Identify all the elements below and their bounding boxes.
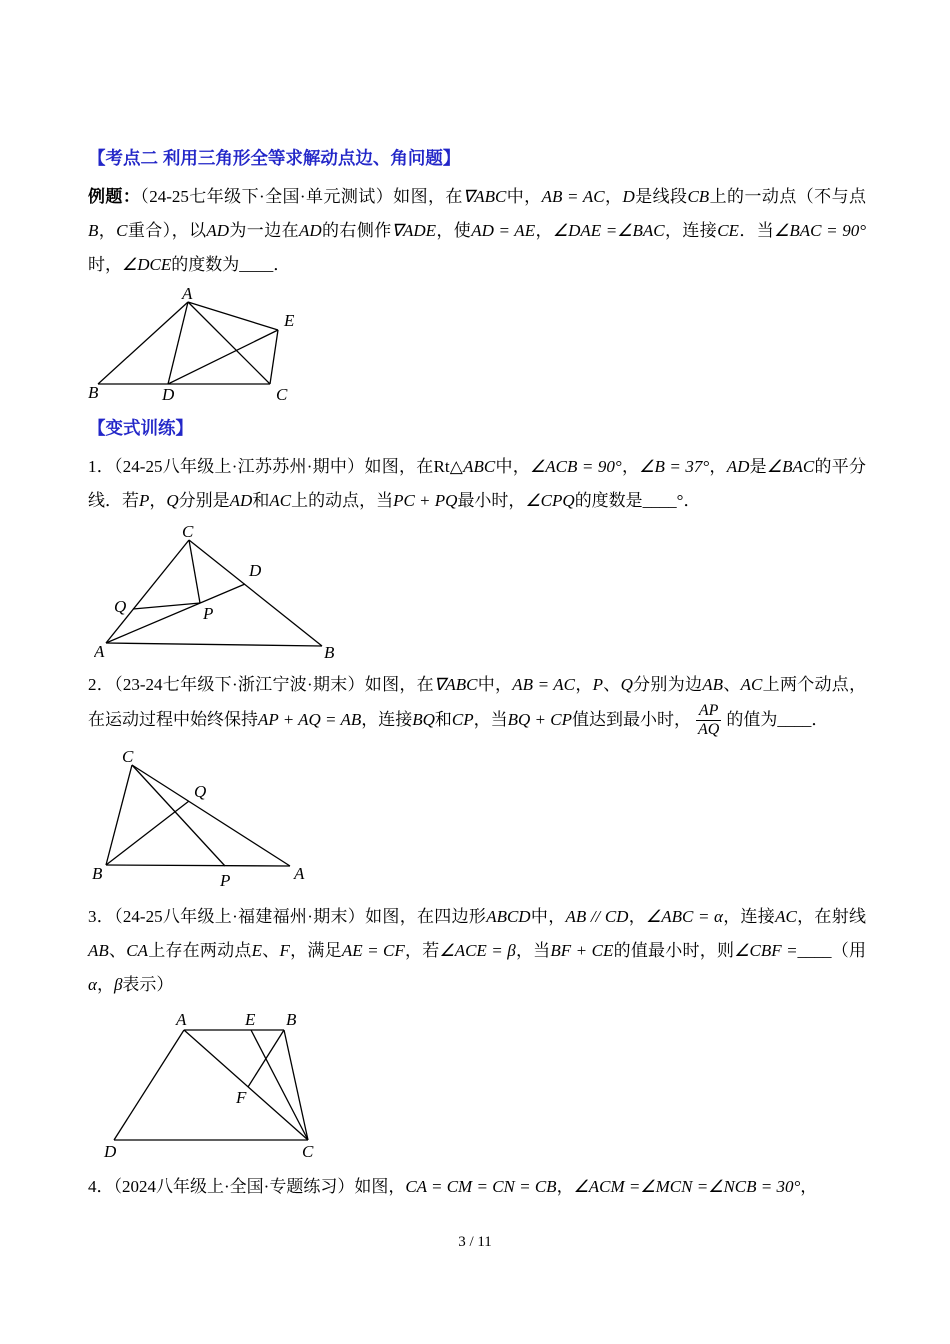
vertex-label-A: A bbox=[94, 642, 105, 660]
vertex-label-C: C bbox=[122, 749, 134, 766]
problem-2-number: 2． bbox=[88, 675, 115, 694]
line-EC bbox=[251, 1030, 308, 1140]
line-AC bbox=[106, 540, 189, 643]
vertex-label-A: A bbox=[294, 863, 305, 883]
line-PQ bbox=[133, 603, 200, 609]
page-number: 3 / 11 bbox=[458, 1234, 492, 1250]
line-AD bbox=[106, 584, 245, 643]
line-BA bbox=[98, 302, 188, 384]
line-CP bbox=[189, 540, 200, 603]
figure-lines bbox=[114, 1030, 308, 1140]
vertex-label-E: E bbox=[284, 311, 295, 330]
quadrilateral-figure bbox=[96, 1012, 331, 1164]
line-AD bbox=[168, 302, 188, 384]
line-BA bbox=[106, 865, 290, 866]
isosceles-triangle-figure bbox=[92, 750, 312, 890]
figure-example-triangle bbox=[88, 288, 866, 406]
problem-1-paragraph bbox=[88, 450, 866, 518]
vertex-label-E: E bbox=[245, 1011, 256, 1029]
vertex-label-A: A bbox=[182, 288, 193, 303]
problem-3-number: 3． bbox=[88, 906, 115, 926]
problem-4-text: （2024八年级上·全国·专题练习）如图，CA = CM = CN = CB，∠ACM =∠MCN =∠NCB = 30°， bbox=[113, 1176, 818, 1196]
figure-lines bbox=[106, 765, 290, 866]
vertex-label-B: B bbox=[92, 863, 103, 883]
line-DA bbox=[114, 1030, 184, 1140]
vertex-label-D: D bbox=[104, 1141, 117, 1161]
vertex-label-C: C bbox=[182, 526, 194, 541]
vertex-label-B: B bbox=[286, 1011, 297, 1029]
example-text: （24-25七年级下·全国·单元测试）如图，在∇ABC中，AB = AC，D是线段CB上的一动点（不与点B，C重合），以AD为一边在AD的右侧作∇ADE，使AD = AE，∠DAE =∠BAC，连接CE．当∠BAC = 90°时，∠DCE的度数为____． bbox=[88, 187, 867, 274]
problem-2-paragraph bbox=[88, 668, 866, 740]
vertex-label-F: F bbox=[236, 1087, 247, 1107]
vertex-label-C: C bbox=[276, 385, 288, 404]
vertex-label-Q: Q bbox=[194, 781, 207, 801]
vertex-label-B: B bbox=[324, 643, 335, 660]
example-paragraph bbox=[88, 180, 866, 282]
line-EC bbox=[270, 330, 278, 384]
problem-4-number: 4． bbox=[88, 1176, 114, 1196]
line-BF bbox=[248, 1030, 284, 1087]
vertex-label-P: P bbox=[203, 604, 214, 623]
example-label: 例题： bbox=[88, 187, 141, 206]
right-triangle-figure bbox=[94, 526, 339, 660]
figure-problem-2 bbox=[92, 750, 866, 890]
problem-1-text: （24-25八年级上·江苏苏州·期中）如图，在Rt△ABC中，∠ACB = 90°，∠B = 37°，AD是∠BAC的平分线．若P，Q分别是AD和AC上的动点，当PC + PQ最小时，∠CPQ的度数是____°． bbox=[88, 457, 867, 510]
line-CB bbox=[106, 765, 132, 865]
vertex-label-D: D bbox=[162, 385, 175, 404]
triangle-abcde-figure bbox=[88, 288, 320, 406]
vertex-label-A: A bbox=[176, 1011, 187, 1029]
problem-3-paragraph bbox=[88, 900, 866, 1002]
line-BQ bbox=[106, 801, 189, 865]
figure-problem-3 bbox=[96, 1012, 866, 1164]
figure-lines bbox=[106, 540, 322, 646]
line-AC bbox=[184, 1030, 308, 1140]
vertex-label-D: D bbox=[249, 561, 262, 580]
vertex-label-Q: Q bbox=[114, 597, 127, 616]
variant-training-heading: 【变式训练】 bbox=[88, 418, 193, 438]
problem-2-text: （23-24七年级下·浙江宁波·期末）如图，在∇ABC中，AB = AC，P、Q分别为边AB、AC上两个动点，在运动过程中始终保持AP + AQ = AB，连接BQ和CP，当BQ + CP值达到最小时， $\frac{AP}{AQ}$ 的值为____． bbox=[88, 675, 867, 739]
problem-1-number: 1． bbox=[88, 457, 115, 476]
problem-3-text: （24-25八年级上·福建福州·期末）如图，在四边形ABCD中，AB // CD，∠ABC = α，连接AC，在射线AB、CA上存在两动点E、F，满足AE = CF，若∠ACE = β，当BF + CE的值最小时，则∠CBF =____（用α，β表示） bbox=[88, 906, 867, 994]
figure-problem-1 bbox=[94, 526, 866, 660]
line-BC bbox=[284, 1030, 308, 1140]
vertex-label-B: B bbox=[88, 383, 99, 402]
figure-lines bbox=[98, 302, 278, 384]
line-CB bbox=[189, 540, 322, 646]
section-heading: 【考点二 利用三角形全等求解动点边、角问题】 bbox=[88, 148, 461, 168]
vertex-label-C: C bbox=[302, 1141, 314, 1161]
line-AB bbox=[106, 643, 322, 646]
problem-4-paragraph bbox=[88, 1170, 866, 1204]
vertex-label-P: P bbox=[220, 870, 231, 890]
